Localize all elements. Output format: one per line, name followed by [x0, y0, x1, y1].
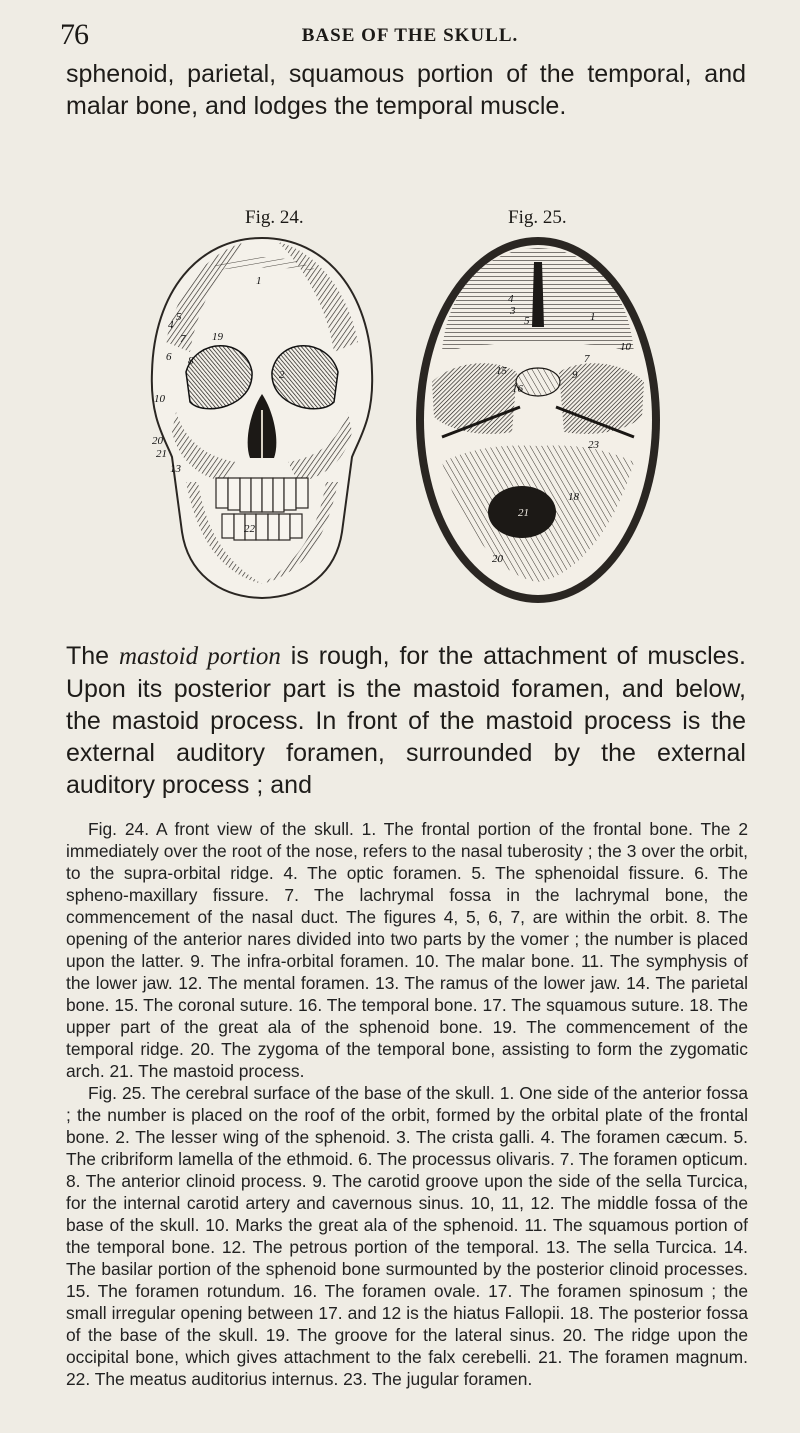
svg-text:10: 10: [620, 341, 631, 353]
intro-paragraph: sphenoid, parietal, squamous portion of the temporal, and malar bone, and lodges the temporal muscle.: [66, 60, 746, 120]
fig24-label: Fig. 24.: [245, 207, 304, 228]
fig25-label: Fig. 25.: [508, 207, 567, 228]
skull-base-illustration: [412, 232, 664, 607]
skull-front-view-illustration: [146, 232, 378, 602]
fig25-caption: Fig. 25. The cerebral surface of the base of the skull. 1. One side of the anterior fossa ; the number is placed on the roof of the orbit, formed by the orbital plate of the frontal bone. 2. The lesser wing of the sphenoid. 3. The crista galli. 4. The foramen cæcum. 5. The cribriform lamella of the ethmoid. 6. The processus olivaris. 7. The foramen opticum. 8. The anterior clinoid process. 9. The carotid groove upon the side of the sella Turcica, for the internal carotid artery and cavernous sinus. 10, 11, 12. The middle fossa of the base of the skull. 10. Marks the great ala of the sphenoid. 11. The squamous portion of the temporal bone. 12. The petrous portion of the temporal. 13. The sella Turcica. 14. The basilar portion of the sphenoid bone surmounted by the posterior clinoid processes. 15. The foramen rotundum. 16. The foramen ovale. 17. The foramen spinosum ; the small irregular opening between 17. and 12 is the hiatus Fallopii. 18. The posterior fossa of the base of the skull. 19. The groove for the lateral sinus. 20. The ridge upon the occipital bone, which gives attachment to the falx cerebelli. 21. The foramen magnum. 22. The meatus auditorius internus. 23. The jugular foramen.: [66, 1083, 748, 1389]
svg-text:7: 7: [180, 333, 186, 345]
page-number: 76: [60, 18, 88, 51]
svg-text:20: 20: [152, 435, 163, 447]
running-title: BASE OF THE SKULL.: [301, 25, 519, 46]
svg-text:22: 22: [244, 523, 255, 535]
fig24-caption: Fig. 24. A front view of the skull. 1. The frontal portion of the frontal bone. The 2 immediately over the root of the nose, refers to the nasal tuberosity ; the 3 over the orbit, to the supra-orbital ridge. 4. The optic foramen. 5. The sphenoidal fissure. 6. The spheno-maxillary fissure. 7. The lachrymal fossa in the lachrymal bone, the commencement of the nasal duct. The figures 4, 5, 6, 7, are within the orbit. 8. The opening of the anterior nares divided into two parts by the vomer ; the number is placed upon the latter. 9. The infra-orbital foramen. 10. The malar bone. 11. The symphysis of the lower jaw. 12. The mental foramen. 13. The ramus of the lower jaw. 14. The parietal bone. 15. The coronal suture. 16. The temporal bone. 17. The squamous suture. 18. The upper part of the great ala of the sphenoid bone. 19. The commencement of the temporal ridge. 20. The zygoma of the temporal bone, assisting to form the zygomatic arch. 21. The mastoid process.: [66, 819, 748, 1081]
svg-text:18: 18: [568, 491, 579, 503]
svg-text:13: 13: [170, 463, 181, 475]
svg-text:16: 16: [512, 383, 523, 395]
svg-text:6: 6: [166, 351, 172, 363]
svg-text:23: 23: [588, 439, 599, 451]
svg-text:2: 2: [279, 369, 285, 381]
svg-text:9: 9: [572, 369, 578, 381]
mastoid-paragraph-rest: is rough, for the attachment of muscles. Upon its posterior part is the mastoid foramen, and below, the mastoid process. In front of the mastoid process is the external auditory foramen, surrounded by the external auditory process ; and: [66, 642, 747, 799]
svg-text:20: 20: [492, 553, 503, 565]
svg-text:5: 5: [524, 315, 530, 327]
figure-captions: [66, 818, 748, 1390]
svg-text:5: 5: [176, 311, 182, 323]
svg-text:4: 4: [168, 319, 174, 331]
svg-text:4: 4: [508, 293, 514, 305]
svg-text:10: 10: [154, 393, 165, 405]
svg-text:8: 8: [188, 355, 194, 367]
svg-text:21: 21: [156, 448, 167, 460]
mastoid-paragraph: [66, 640, 746, 801]
svg-text:15: 15: [496, 365, 507, 377]
mastoid-portion-term: mastoid portion: [118, 643, 281, 670]
svg-text:7: 7: [584, 353, 590, 365]
running-head: [60, 18, 760, 51]
svg-text:3: 3: [510, 305, 516, 317]
mastoid-paragraph-prefix: The: [66, 642, 119, 670]
svg-text:21: 21: [518, 507, 529, 519]
svg-text:1: 1: [256, 275, 262, 287]
svg-text:19: 19: [212, 331, 223, 343]
svg-text:1: 1: [590, 311, 596, 323]
